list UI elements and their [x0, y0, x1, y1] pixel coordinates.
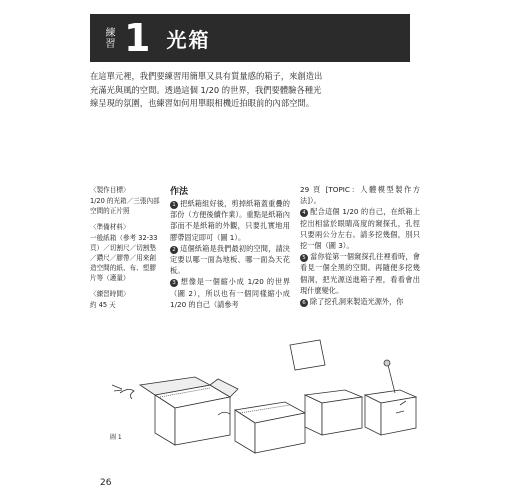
- box-3-drawing: [305, 390, 362, 435]
- figure-label: 圖 1: [110, 434, 122, 441]
- page-number: 26: [100, 478, 112, 488]
- intro-paragraph: [90, 70, 420, 111]
- step-item: [170, 243, 290, 277]
- intro-line: 充滿光與風的空間。透過這個 1/20 的世界，我們要體驗各種光: [90, 84, 322, 95]
- materials-text: 一般紙箱（參考 32-33 頁）／切割尺／切割墊／鑽尺／膠帶／用來創造空間的紙、布、塑膠片等（適量）: [90, 234, 158, 282]
- steps-column-1: [170, 198, 290, 310]
- step-number: 2: [170, 246, 178, 254]
- step-item: [300, 206, 420, 251]
- step-number: 1: [170, 201, 178, 209]
- intro-line: 在這單元裡，我們要練習用簡單又具有質量感的箱子，來創造出: [90, 71, 323, 81]
- step-item: [170, 276, 290, 310]
- box-1-drawing: [112, 377, 238, 445]
- box-4-drawing: [365, 360, 416, 435]
- box-illustration: [100, 335, 420, 455]
- objective-text: 1/20 的光箱／三張內部空間的正片照: [90, 197, 160, 215]
- step-text: 配合這個 1/20 的自己，在紙箱上挖出相當於眼睛高度的窺探孔，孔徑只要兩公分左右。請多挖幾個，別只挖一個（圖 3）。: [300, 207, 420, 251]
- step-text: 這個紙箱是我們最初的空間，請決定要以哪一面為地板、哪一面為天花板。: [170, 243, 290, 276]
- step-number: 4: [300, 209, 308, 217]
- step-item: [300, 251, 420, 296]
- step-text: 把紙箱組好後，剪掉紙箱蓋重疊的部份（方便後續作業）。重點是紙箱內部而不是紙箱的外觀，只要扎實地用膠帶固定即可（圖 1）。: [170, 199, 290, 242]
- intro-line: 線呈現的氛圍，也練習如何用單眼相機近拍眼前的內部空間。: [90, 98, 315, 108]
- step-text: 29 頁 [TOPIC：人體模型製作方法]）。: [300, 185, 420, 206]
- lesson-header: [90, 14, 410, 62]
- materials-heading: 〈準備材料〉: [90, 223, 130, 231]
- step-number: 3: [170, 279, 178, 287]
- steps-column-2: [300, 184, 420, 307]
- lesson-title: 光箱: [166, 27, 211, 52]
- step-item: [300, 184, 420, 206]
- objective-heading: 〈製作目標〉: [90, 186, 130, 194]
- step-text: 當你從第一個窺探孔往裡看時，會看見一個全黑的空間。再隨便多挖幾個洞，把光源送進箱子裡，看看會出現什麼變化。: [300, 252, 420, 295]
- step-number: 5: [300, 254, 308, 262]
- time-text: 約 45 天: [90, 301, 116, 309]
- step-item: [170, 198, 290, 243]
- step-number: 6: [300, 299, 308, 307]
- step-text: 想像是一個縮小成 1/20 的世界（圖 2），所以也有一個同樣縮小成 1/20 的自己（請參考: [170, 277, 290, 309]
- lesson-label: 練習: [103, 27, 114, 49]
- sidebar-info: [90, 185, 160, 316]
- method-heading: 作法: [170, 187, 189, 197]
- step-item: [300, 296, 420, 307]
- lesson-number: 1: [124, 16, 151, 60]
- step-text: 除了挖孔洞來製造光源外，你: [310, 297, 404, 307]
- time-heading: 〈練習時間〉: [90, 290, 130, 298]
